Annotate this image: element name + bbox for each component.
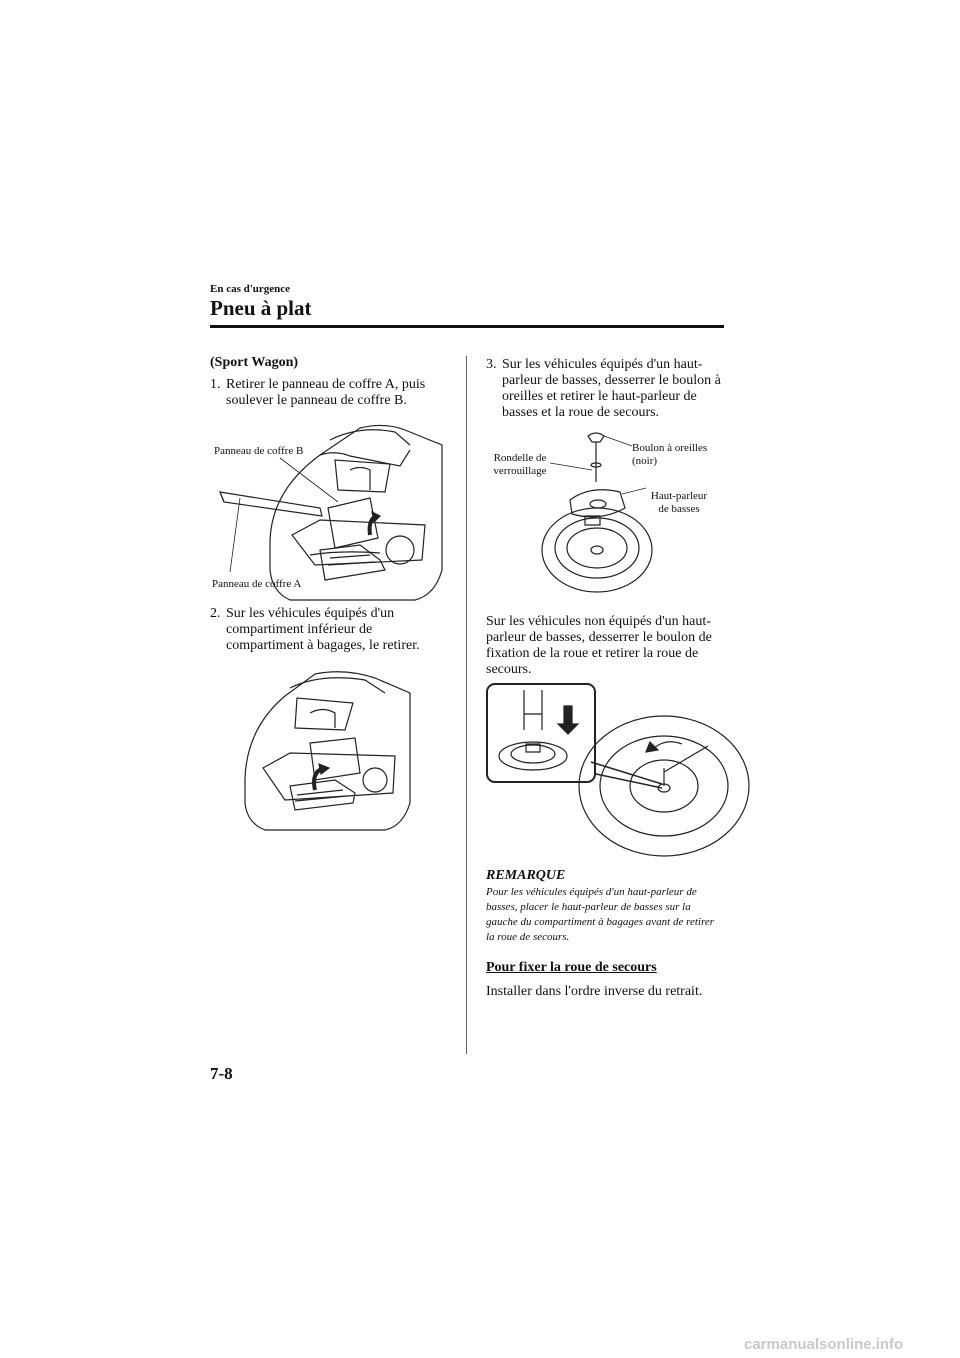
label-panel-a: Panneau de coffre A bbox=[212, 578, 302, 590]
column-divider bbox=[466, 356, 467, 1054]
label-subwoofer: Haut-parleur de basses bbox=[650, 490, 708, 515]
step-1 bbox=[210, 377, 438, 409]
variant-heading: (Sport Wagon) bbox=[210, 355, 299, 370]
step-number: 2. bbox=[210, 606, 221, 621]
step-text: Sur les véhicules équipés d'un haut-parleur de basses, desserrer le boulon à oreilles et retirer le haut-parleur de basses et la roue de secours. bbox=[502, 357, 721, 420]
label-lock-washer: Rondelle de verrouillage bbox=[493, 452, 547, 477]
page-number: 7-8 bbox=[210, 1064, 233, 1083]
paragraph-no-subwoofer: Sur les véhicules non équipés d'un haut-parleur de basses, desserrer le boulon de fixation de la roue et retirer la roue de secours. bbox=[486, 614, 712, 677]
step-2 bbox=[210, 606, 438, 654]
section-label: En cas d'urgence bbox=[210, 283, 291, 295]
figure-trunk-compartment bbox=[235, 668, 415, 833]
install-heading: Pour fixer la roue de secours bbox=[486, 960, 657, 975]
watermark: carmanualsonline.info bbox=[744, 1336, 904, 1353]
label-panel-b: Panneau de coffre B bbox=[214, 445, 304, 457]
step-number: 1. bbox=[210, 377, 221, 392]
page-title: Pneu à plat bbox=[210, 296, 312, 320]
remark-text: Pour les véhicules équipés d'un haut-parleur de basses, placer le haut-parleur de basses sur la gauche du compartiment à bagages avant de retirer la roue de secours. bbox=[486, 886, 715, 943]
title-rule bbox=[210, 325, 724, 328]
figure-wheel-bolt bbox=[486, 682, 724, 858]
label-wing-bolt: Boulon à oreilles (noir) bbox=[632, 442, 708, 467]
install-text: Installer dans l'ordre inverse du retrait. bbox=[486, 984, 703, 999]
step-text: Sur les véhicules équipés d'un compartiment inférieur de compartiment à bagages, le retirer. bbox=[226, 606, 420, 653]
step-3 bbox=[486, 357, 724, 421]
step-number: 3. bbox=[486, 357, 497, 372]
step-text: Retirer le panneau de coffre A, puis soulever le panneau de coffre B. bbox=[226, 377, 426, 408]
remark-heading: REMARQUE bbox=[486, 868, 566, 883]
